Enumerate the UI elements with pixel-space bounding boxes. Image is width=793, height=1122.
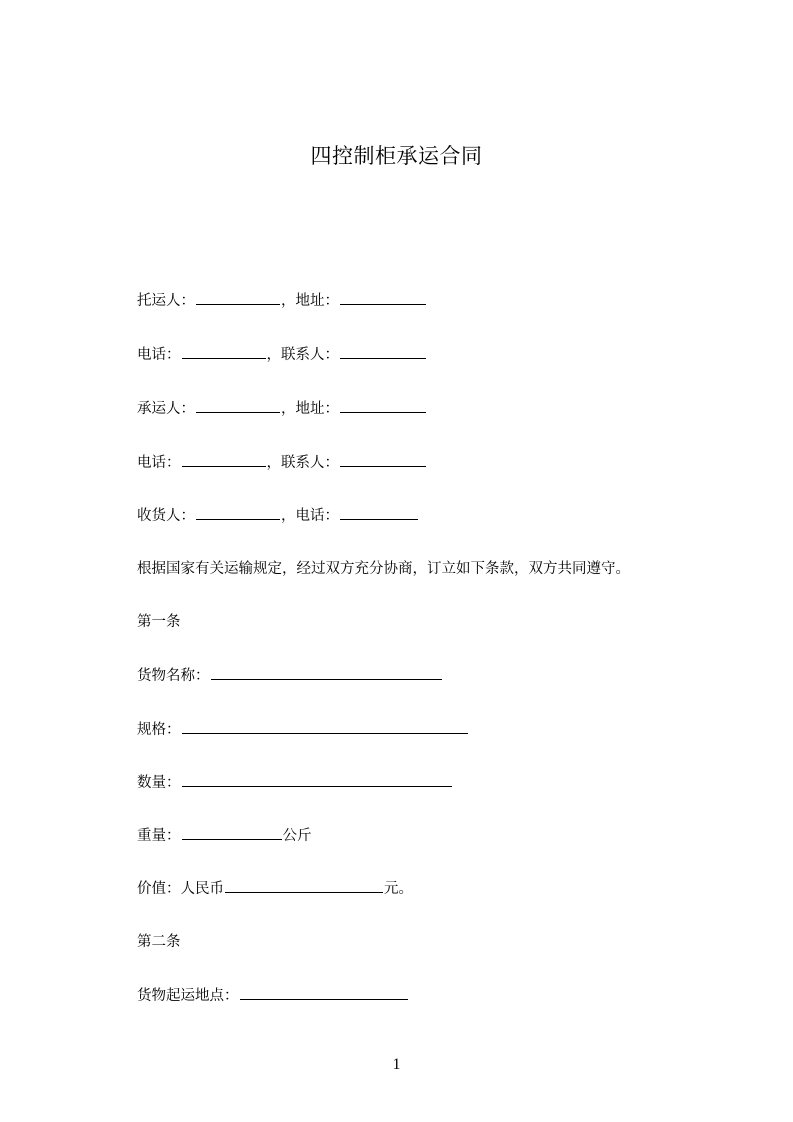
carrier-phone-line	[137, 452, 427, 473]
carrier-address-blank[interactable]	[340, 398, 426, 413]
shipper-line	[137, 290, 427, 311]
consignee-blank[interactable]	[196, 505, 280, 520]
shipper-address-label: ，地址：	[281, 293, 339, 309]
carrier-contact-blank[interactable]	[340, 452, 426, 467]
shipper-phone-blank[interactable]	[182, 344, 266, 359]
origin-blank[interactable]	[240, 985, 408, 1000]
spec-label: 规格：	[137, 722, 181, 738]
shipper-phone-label: 电话：	[137, 347, 181, 363]
consignee-line	[137, 505, 419, 526]
origin-line	[137, 985, 409, 1006]
document-title: 四控制柜承运合同	[310, 144, 483, 168]
goods-name-blank[interactable]	[211, 665, 442, 680]
weight-blank[interactable]	[182, 825, 282, 840]
weight-label: 重量：	[137, 828, 181, 844]
goods-name-line	[137, 665, 443, 686]
shipper-blank[interactable]	[196, 290, 280, 305]
quantity-label: 数量：	[137, 775, 181, 791]
article-1-heading: 第一条	[137, 614, 181, 630]
value-label: 价值：人民币	[137, 881, 224, 897]
carrier-contact-label: ，联系人：	[266, 455, 339, 471]
weight-unit: 公斤	[282, 828, 312, 844]
quantity-blank[interactable]	[182, 772, 452, 787]
quantity-line	[137, 772, 453, 793]
carrier-blank[interactable]	[196, 398, 280, 413]
spec-blank[interactable]	[182, 719, 468, 734]
origin-label: 货物起运地点：	[137, 988, 239, 1004]
shipper-phone-line	[137, 344, 427, 365]
spec-line	[137, 719, 469, 740]
shipper-address-blank[interactable]	[340, 290, 426, 305]
consignee-label: 收货人：	[137, 508, 195, 524]
value-unit: 元。	[384, 881, 413, 897]
consignee-phone-blank[interactable]	[340, 505, 418, 520]
value-blank[interactable]	[225, 878, 383, 893]
goods-name-label: 货物名称：	[137, 668, 210, 684]
carrier-line	[137, 398, 427, 419]
article-2-heading: 第二条	[137, 934, 181, 950]
intro-paragraph: 根据国家有关运输规定，经过双方充分协商，订立如下条款，双方共同遵守。	[137, 561, 630, 577]
value-line	[137, 878, 413, 899]
shipper-label: 托运人：	[137, 293, 195, 309]
page-number: 1	[392, 1056, 401, 1073]
carrier-label: 承运人：	[137, 401, 195, 417]
weight-line	[137, 825, 312, 846]
carrier-phone-label: 电话：	[137, 455, 181, 471]
shipper-contact-blank[interactable]	[340, 344, 426, 359]
carrier-address-label: ，地址：	[281, 401, 339, 417]
consignee-phone-label: ，电话：	[281, 508, 339, 524]
carrier-phone-blank[interactable]	[182, 452, 266, 467]
shipper-contact-label: ，联系人：	[266, 347, 339, 363]
